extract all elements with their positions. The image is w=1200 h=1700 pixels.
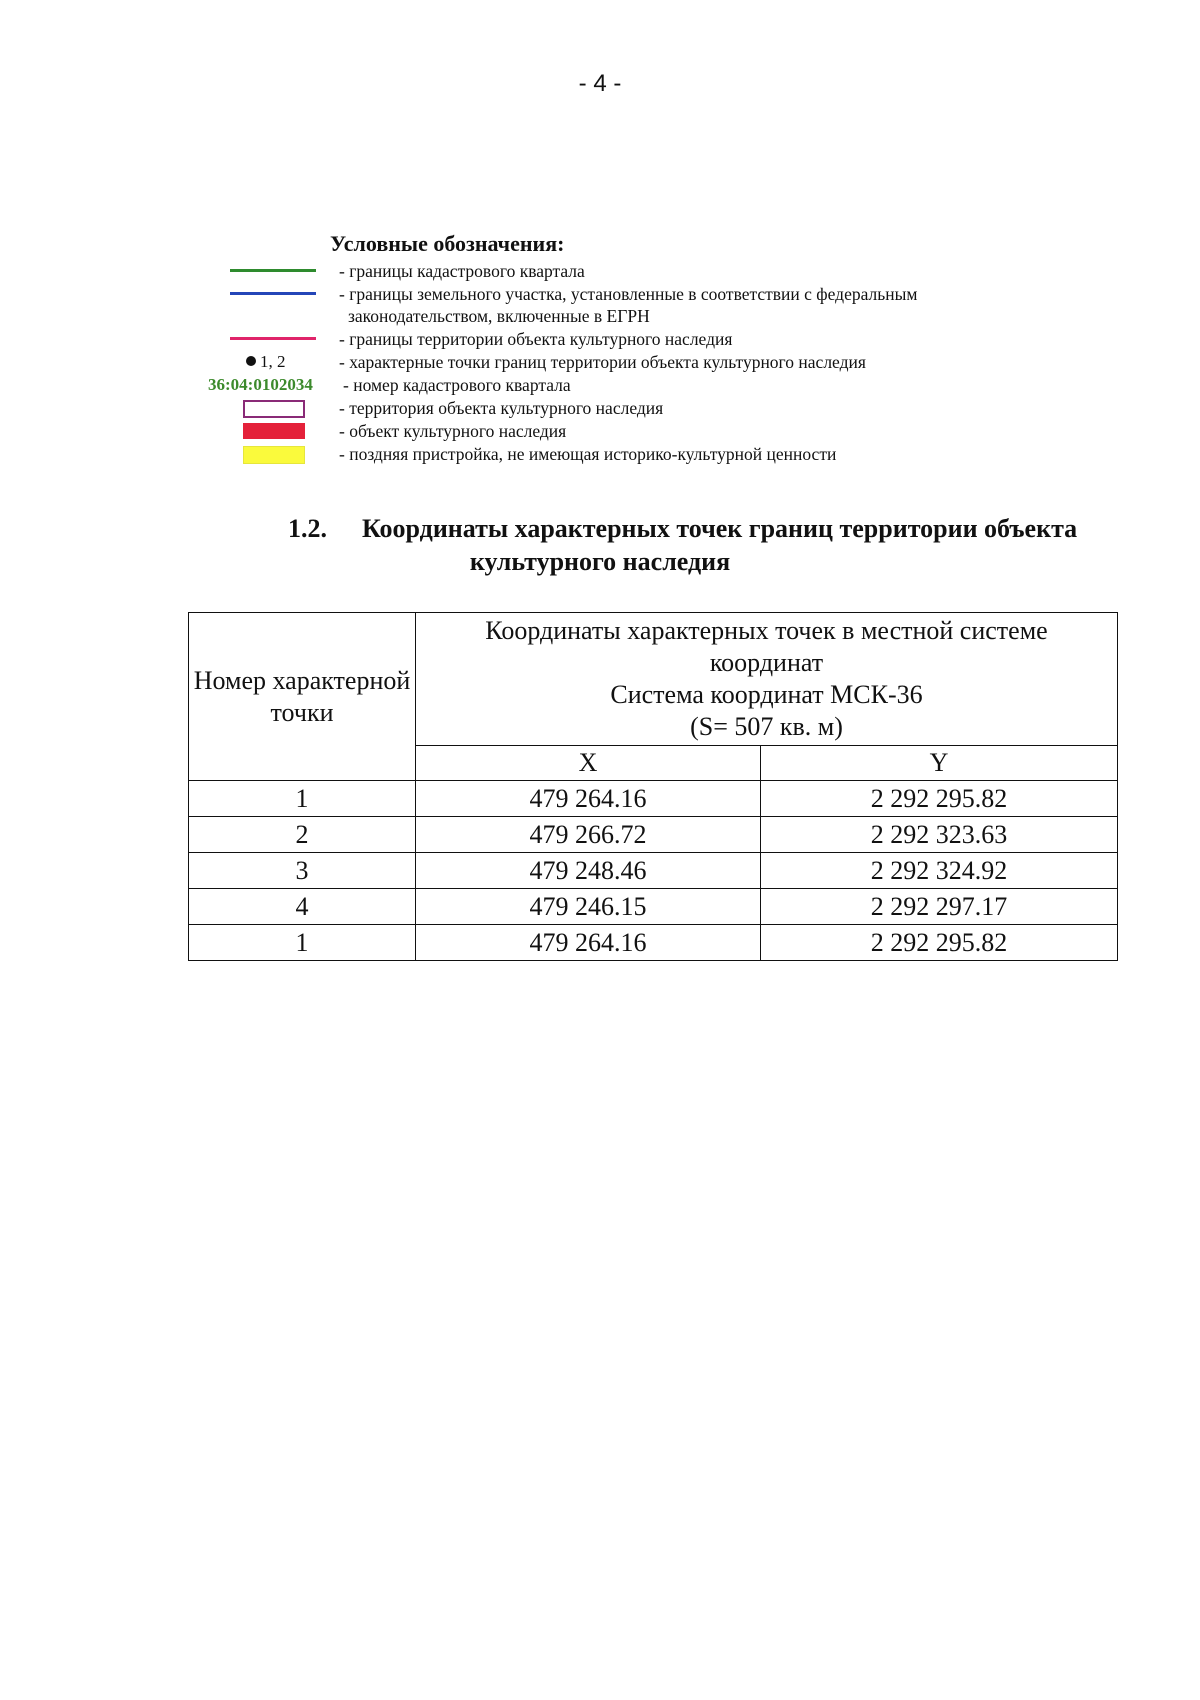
- cell-point: 1: [189, 925, 416, 961]
- cell-x: 479 264.16: [416, 781, 761, 817]
- cell-y: 2 292 295.82: [761, 925, 1118, 961]
- header-coordinates: [416, 613, 1118, 746]
- cell-x: 479 246.15: [416, 889, 761, 925]
- cell-y: 2 292 297.17: [761, 889, 1118, 925]
- legend-item-late-extension: [0, 443, 1200, 466]
- legend-item-boundary-points: [0, 351, 1200, 374]
- legend-text: - территория объекта культурного наследия: [339, 398, 664, 418]
- cell-x: 479 248.46: [416, 853, 761, 889]
- blue-line-symbol: [230, 292, 316, 295]
- legend-text: - объект культурного наследия: [339, 421, 567, 441]
- header-coordinates-line4: (S= 507 кв. м): [690, 712, 843, 741]
- green-line-symbol: [230, 269, 316, 272]
- territory-box-symbol: [243, 400, 305, 418]
- header-coordinates-line2: координат: [709, 648, 824, 677]
- legend-item-heritage-territory: [0, 397, 1200, 420]
- legend: [0, 0, 1200, 480]
- cell-point: 3: [189, 853, 416, 889]
- legend-item-land-plot-boundary: [0, 283, 1200, 306]
- cell-y: 2 292 324.92: [761, 853, 1118, 889]
- table-row: [189, 925, 1118, 961]
- extension-box-symbol: [243, 446, 305, 464]
- legend-text-continued: законодательством, включенные в ЕГРН: [348, 306, 650, 326]
- header-y: Y: [761, 746, 1118, 781]
- legend-item-heritage-boundary: [0, 328, 1200, 351]
- legend-item-land-plot-boundary-cont: [0, 305, 1200, 328]
- legend-text: - характерные точки границ территории объекта культурного наследия: [339, 352, 866, 372]
- cell-x: 479 266.72: [416, 817, 761, 853]
- cell-y: 2 292 323.63: [761, 817, 1118, 853]
- cell-point: 4: [189, 889, 416, 925]
- legend-text: - поздняя пристройка, не имеющая историко-культурной ценности: [339, 444, 837, 464]
- page-number: - 4 -: [578, 70, 622, 97]
- legend-text: - номер кадастрового квартала: [343, 375, 571, 395]
- point-symbol-label: 1, 2: [260, 352, 286, 371]
- section-title-line2: культурного наследия: [469, 547, 731, 576]
- legend-item-cadastral-boundary: [0, 260, 1200, 283]
- legend-text: - границы территории объекта культурного наследия: [339, 329, 733, 349]
- cell-point: 2: [189, 817, 416, 853]
- legend-item-cadastral-number: [0, 374, 1200, 397]
- header-coordinates-line1: Координаты характерных точек в местной системе: [485, 616, 1048, 645]
- section-title-line1: Координаты характерных точек границ территории объекта: [362, 514, 1078, 543]
- legend-text: - границы земельного участка, установленные в соответствии с федеральным: [339, 284, 918, 304]
- table-row: [189, 889, 1118, 925]
- legend-text: - границы кадастрового квартала: [339, 261, 585, 281]
- cell-point: 1: [189, 781, 416, 817]
- header-coordinates-line3: Система координат МСК-36: [610, 680, 923, 709]
- point-symbol: [246, 351, 286, 373]
- section-number: 1.2.: [288, 514, 327, 543]
- cadastral-number-symbol: 36:04:0102034: [208, 375, 313, 394]
- table-row: [189, 853, 1118, 889]
- cell-x: 479 264.16: [416, 925, 761, 961]
- dot-icon: [246, 356, 256, 366]
- table-row: [189, 781, 1118, 817]
- legend-item-heritage-object: [0, 420, 1200, 443]
- cell-y: 2 292 295.82: [761, 781, 1118, 817]
- header-x: X: [416, 746, 761, 781]
- header-point-number: Номер характерной точки: [189, 613, 416, 781]
- table-row: [189, 817, 1118, 853]
- coordinates-table: [188, 612, 1118, 961]
- pink-line-symbol: [230, 337, 316, 340]
- object-box-symbol: [243, 423, 305, 439]
- legend-title: Условные обозначения:: [330, 231, 565, 256]
